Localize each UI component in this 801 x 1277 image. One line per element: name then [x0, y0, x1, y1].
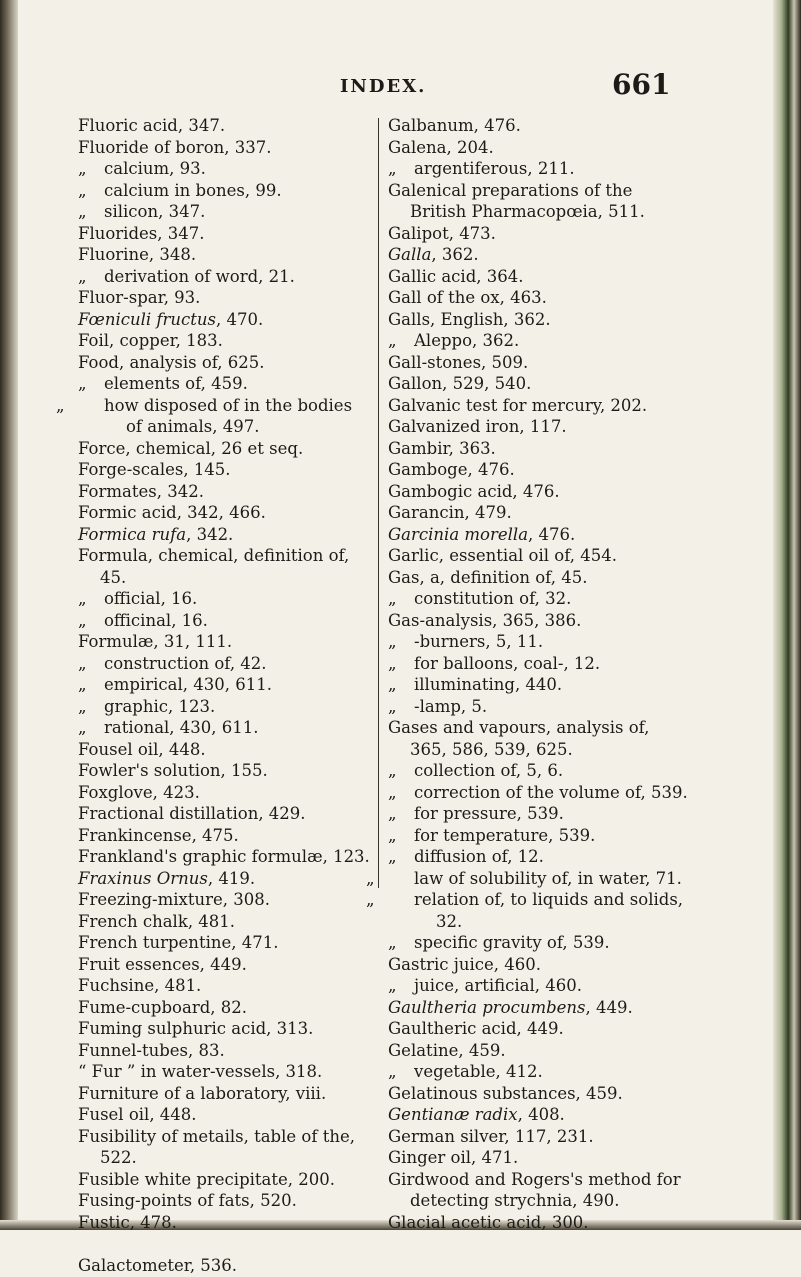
- index-subentry: [78, 158, 370, 180]
- entry-text: Force, chemical, 26 et seq.: [78, 438, 304, 458]
- running-head: INDEX.: [340, 76, 427, 97]
- entry-text: Foxglove, 423.: [78, 782, 200, 802]
- index-entry: [388, 1040, 684, 1062]
- entry-text: official, 16.: [104, 589, 198, 608]
- index-entry: [78, 1255, 370, 1277]
- entry-text: “ Fur ” in water-vessels, 318.: [78, 1062, 323, 1081]
- ditto-mark: „: [78, 610, 87, 630]
- index-entry: [78, 997, 370, 1019]
- entry-text: Gas, a, definition of, 45.: [388, 567, 588, 587]
- entry-text: rational, 430, 611.: [104, 718, 259, 737]
- index-entry: [388, 481, 684, 503]
- italic-term: Fraxinus Ornus: [78, 868, 208, 888]
- entry-text: for temperature, 539.: [414, 825, 596, 845]
- index-subentry: [388, 782, 688, 804]
- index-entry: [388, 1126, 684, 1148]
- index-entry: [388, 1169, 684, 1212]
- entry-text: Ginger oil, 471.: [388, 1148, 519, 1167]
- ditto-mark: „: [388, 804, 397, 823]
- index-entry: [78, 137, 370, 159]
- entry-text: calcium in bones, 99.: [104, 180, 282, 200]
- index-entry: [388, 115, 684, 137]
- index-subentry: [78, 373, 370, 395]
- index-entry: [78, 868, 370, 890]
- ditto-mark: „: [388, 847, 397, 866]
- index-subentry: [78, 201, 370, 223]
- index-subentry: [78, 674, 370, 696]
- index-subentry: [388, 653, 684, 675]
- index-subentry: [388, 330, 684, 352]
- index-entry: [78, 803, 370, 825]
- entry-text: Gall-stones, 509.: [388, 352, 529, 372]
- entry-text: Formulæ, 31, 111.: [78, 632, 233, 651]
- index-entry: [388, 287, 684, 309]
- index-entry: [78, 244, 370, 266]
- index-entry: [388, 717, 684, 760]
- ditto-mark: „: [78, 202, 87, 221]
- entry-text: Aleppo, 362.: [414, 331, 520, 350]
- index-entry: [78, 352, 370, 374]
- entry-text: French chalk, 481.: [78, 911, 236, 931]
- entry-text: Gas-analysis, 365, 386.: [388, 610, 582, 630]
- ditto-mark: „: [388, 589, 397, 608]
- entry-text: Fousel oil, 448.: [78, 739, 206, 759]
- italic-term: Galla: [388, 245, 432, 264]
- index-subentry: [388, 760, 684, 782]
- index-entry: [388, 1147, 684, 1169]
- entry-text: Fluorine, 348.: [78, 245, 197, 264]
- entry-text: Fowler's solution, 155.: [78, 761, 268, 780]
- entry-text: Fusible white precipitate, 200.: [78, 1169, 335, 1189]
- index-entry: [388, 997, 684, 1019]
- index-entry: [388, 266, 684, 288]
- entry-text: derivation of word, 21.: [104, 266, 295, 286]
- entry-text: correction of the volume of, 539.: [414, 782, 688, 802]
- index-subentry: [388, 975, 684, 997]
- ditto-mark: „: [388, 782, 397, 802]
- index-entry: [78, 545, 370, 588]
- index-entry: [388, 438, 684, 460]
- index-entry: [388, 309, 684, 331]
- entry-text: Gall of the ox, 463.: [388, 288, 547, 307]
- italic-term: Garcinia morella: [388, 524, 529, 544]
- entry-text: , 470.: [216, 309, 264, 329]
- entry-text: Garlic, essential oil of, 454.: [388, 546, 617, 565]
- entry-text: Fruit essences, 449.: [78, 954, 247, 974]
- entry-text: vegetable, 412.: [414, 1062, 543, 1081]
- entry-text: Gambir, 363.: [388, 438, 496, 458]
- entry-text: Galvanic test for mercury, 202.: [388, 395, 648, 415]
- index-subentry: [388, 803, 684, 825]
- entry-text: Gallon, 529, 540.: [388, 374, 532, 393]
- index-entry: [388, 395, 684, 417]
- entry-text: Formic acid, 342, 466.: [78, 503, 266, 522]
- ditto-mark: „: [78, 159, 87, 178]
- index-entry: [78, 438, 370, 460]
- index-entry: [78, 825, 370, 847]
- entry-text: juice, artificial, 460.: [414, 976, 583, 995]
- entry-text: Fuchsine, 481.: [78, 976, 202, 995]
- entry-text: Frankincense, 475.: [78, 825, 239, 845]
- index-entry: [78, 782, 370, 804]
- entry-text: Galactometer, 536.: [78, 1256, 238, 1275]
- index-subentry: [56, 395, 370, 438]
- ditto-mark: „: [366, 868, 375, 888]
- entry-text: diffusion of, 12.: [414, 847, 544, 866]
- entry-text: Formates, 342.: [78, 481, 204, 501]
- index-entry: [78, 975, 370, 997]
- index-entry: [78, 760, 370, 782]
- entry-text: Galenical preparations of the British Pharmacopœia, 511.: [388, 180, 645, 221]
- index-entry: [388, 610, 684, 632]
- index-subentry: [78, 180, 370, 202]
- index-entry: [388, 459, 684, 481]
- entry-text: law of solubility of, in water, 71.: [414, 868, 682, 888]
- ditto-mark: „: [78, 589, 87, 608]
- index-entry: [78, 1169, 370, 1191]
- index-entry: [78, 911, 370, 933]
- index-entry: [388, 954, 684, 976]
- entry-text: -lamp, 5.: [414, 696, 488, 716]
- index-entry: [78, 932, 370, 954]
- entry-text: for balloons, coal-, 12.: [414, 653, 601, 673]
- index-subentry: [388, 158, 684, 180]
- index-entry: [78, 631, 370, 653]
- index-entry: [388, 545, 684, 567]
- entry-text: Girdwood and Rogers's method for detecting strychnia, 490.: [388, 1169, 681, 1210]
- entry-text: Gallic acid, 364.: [388, 266, 524, 286]
- index-entry: [78, 1018, 370, 1040]
- entry-text: argentiferous, 211.: [414, 159, 575, 178]
- index-subentry: [388, 631, 684, 653]
- entry-text: Gastric juice, 460.: [388, 954, 542, 974]
- page-number: 661: [612, 68, 671, 101]
- ditto-mark: „: [388, 675, 397, 694]
- entry-text: Galena, 204.: [388, 137, 494, 157]
- page-header: [0, 68, 801, 108]
- entry-text: Gambogic acid, 476.: [388, 481, 560, 501]
- entry-text: French turpentine, 471.: [78, 933, 279, 952]
- entry-text: Fractional distillation, 429.: [78, 804, 306, 823]
- entry-text: Fusing-points of fats, 520.: [78, 1191, 297, 1210]
- index-entry: [78, 1190, 370, 1212]
- index-subentry: [78, 653, 370, 675]
- entry-text: Galipot, 473.: [388, 223, 496, 243]
- index-subentry: [78, 266, 370, 288]
- index-entry: [78, 954, 370, 976]
- index-entry: [388, 137, 684, 159]
- entry-text: , 476.: [528, 524, 576, 544]
- index-subentry: [388, 588, 684, 610]
- index-subentry: [366, 868, 684, 890]
- ditto-mark: „: [388, 933, 397, 952]
- entry-text: , 449.: [585, 997, 633, 1017]
- italic-term: Fœniculi fructus: [78, 309, 217, 329]
- entry-text: -burners, 5, 11.: [414, 632, 544, 651]
- entry-text: Galbanum, 476.: [388, 116, 521, 135]
- entry-text: relation of, to liquids and solids, 32.: [414, 890, 684, 931]
- entry-text: Furniture of a laboratory, viii.: [78, 1083, 327, 1103]
- entry-text: Fusibility of metails, table of the, 522.: [78, 1126, 355, 1167]
- entry-text: specific gravity of, 539.: [414, 933, 610, 952]
- entry-text: constitution of, 32.: [414, 589, 572, 608]
- index-subentry: [78, 588, 370, 610]
- index-entry: [388, 244, 684, 266]
- ditto-mark: „: [78, 696, 87, 716]
- entry-text: Fusel oil, 448.: [78, 1105, 197, 1124]
- entry-text: German silver, 117, 231.: [388, 1126, 594, 1146]
- index-entry: [78, 1061, 370, 1083]
- entry-text: Gases and vapours, analysis of, 365, 586, 539, 625.: [388, 718, 650, 759]
- index-entry: [78, 481, 370, 503]
- entry-text: Galls, English, 362.: [388, 309, 551, 329]
- italic-term: Gaultheria procumbens: [388, 997, 586, 1017]
- entry-text: empirical, 430, 611.: [104, 675, 272, 694]
- index-entry: [78, 739, 370, 761]
- entry-text: Glacial acetic acid, 300.: [388, 1212, 589, 1232]
- entry-text: , 342.: [186, 524, 234, 544]
- index-entry: [78, 1126, 370, 1169]
- index-entry: [388, 1104, 684, 1126]
- index-subentry: [388, 846, 684, 868]
- index-entry: [388, 1018, 684, 1040]
- entry-text: Fume-cupboard, 82.: [78, 997, 248, 1017]
- index-entry: [78, 524, 370, 546]
- italic-term: Formica rufa: [78, 524, 187, 544]
- index-entry: [78, 309, 370, 331]
- index-entry: [78, 1040, 370, 1062]
- entry-text: illuminating, 440.: [414, 675, 563, 694]
- index-subentry: [366, 889, 684, 932]
- index-entry: [388, 352, 684, 374]
- index-entry: [78, 115, 370, 137]
- entry-text: Food, analysis of, 625.: [78, 352, 265, 372]
- entry-text: Garancin, 479.: [388, 503, 512, 522]
- index-entry: [388, 502, 684, 524]
- index-entry: [388, 416, 684, 438]
- entry-text: officinal, 16.: [104, 610, 208, 630]
- entry-text: Forge-scales, 145.: [78, 460, 231, 479]
- index-subentry: [388, 696, 684, 718]
- ditto-mark: „: [366, 890, 375, 909]
- entry-text: Funnel-tubes, 83.: [78, 1040, 225, 1060]
- ditto-mark: „: [78, 653, 87, 673]
- entry-text: Fluoride of boron, 337.: [78, 137, 272, 157]
- index-entry: [78, 1083, 370, 1105]
- index-subentry: [388, 932, 684, 954]
- ditto-mark: „: [78, 374, 87, 393]
- ditto-mark: „: [78, 718, 87, 737]
- index-entry: [388, 567, 684, 589]
- index-entry: [388, 524, 684, 546]
- entry-text: Galvanized iron, 117.: [388, 417, 567, 436]
- ditto-mark: „: [56, 395, 65, 415]
- page-edge-binding: [773, 0, 801, 1230]
- index-entry: [78, 889, 370, 911]
- entry-text: calcium, 93.: [104, 159, 206, 178]
- index-subentry: [388, 825, 684, 847]
- entry-text: Gelatinous substances, 459.: [388, 1083, 623, 1103]
- index-entry: [78, 459, 370, 481]
- ditto-mark: „: [388, 761, 397, 780]
- index-column-right: [366, 115, 688, 1233]
- index-subentry: [78, 696, 370, 718]
- entry-text: Fluoric acid, 347.: [78, 116, 226, 135]
- entry-text: elements of, 459.: [104, 374, 248, 393]
- index-column-left: [56, 115, 370, 1277]
- entry-text: collection of, 5, 6.: [414, 761, 564, 780]
- entry-text: Freezing-mixture, 308.: [78, 890, 270, 909]
- index-entry: [388, 223, 684, 245]
- ditto-mark: „: [78, 180, 87, 200]
- entry-text: Fluor-spar, 93.: [78, 288, 201, 307]
- entry-text: , 408.: [517, 1105, 565, 1124]
- ditto-mark: „: [78, 266, 87, 286]
- index-entry: [78, 846, 370, 868]
- entry-text: Fluorides, 347.: [78, 223, 205, 243]
- entry-text: Fustic, 478.: [78, 1212, 177, 1232]
- entry-text: how disposed of in the bodies of animals, 497.: [104, 395, 353, 436]
- index-entry: [388, 1083, 684, 1105]
- entry-text: Gamboge, 476.: [388, 460, 515, 479]
- ditto-mark: „: [388, 653, 397, 673]
- entry-text: graphic, 123.: [104, 696, 216, 716]
- entry-text: , 419.: [207, 868, 256, 888]
- entry-text: Gaultheric acid, 449.: [388, 1019, 564, 1038]
- index-entry: [78, 502, 370, 524]
- ditto-mark: „: [388, 1062, 397, 1081]
- entry-text: Foil, copper, 183.: [78, 331, 223, 350]
- entry-text: , 362.: [431, 245, 479, 264]
- ditto-mark: „: [388, 696, 397, 716]
- ditto-mark: „: [388, 976, 397, 995]
- index-entry: [78, 223, 370, 245]
- index-entry: [388, 373, 684, 395]
- entry-text: Gelatine, 459.: [388, 1040, 506, 1060]
- entry-text: Fuming sulphuric acid, 313.: [78, 1019, 314, 1038]
- index-subentry: [78, 717, 370, 739]
- index-entry: [78, 287, 370, 309]
- italic-term: Gentianæ radix: [388, 1105, 518, 1124]
- entry-text: for pressure, 539.: [414, 804, 564, 823]
- index-entry: [78, 330, 370, 352]
- entry-text: Frankland's graphic formulæ, 123.: [78, 847, 370, 866]
- entry-text: Formula, chemical, definition of, 45.: [78, 546, 350, 587]
- index-subentry: [388, 1061, 684, 1083]
- entry-text: silicon, 347.: [104, 202, 206, 221]
- index-entry: [388, 180, 684, 223]
- ditto-mark: „: [388, 159, 397, 178]
- index-subentry: [388, 674, 684, 696]
- entry-text: construction of, 42.: [104, 653, 267, 673]
- ditto-mark: „: [78, 675, 87, 694]
- index-subentry: [78, 610, 370, 632]
- index-entry: [78, 1104, 370, 1126]
- page-gutter-shadow: [0, 0, 18, 1230]
- ditto-mark: „: [388, 632, 397, 651]
- column-divider: [378, 118, 379, 888]
- ditto-mark: „: [388, 825, 397, 845]
- ditto-mark: „: [388, 331, 397, 350]
